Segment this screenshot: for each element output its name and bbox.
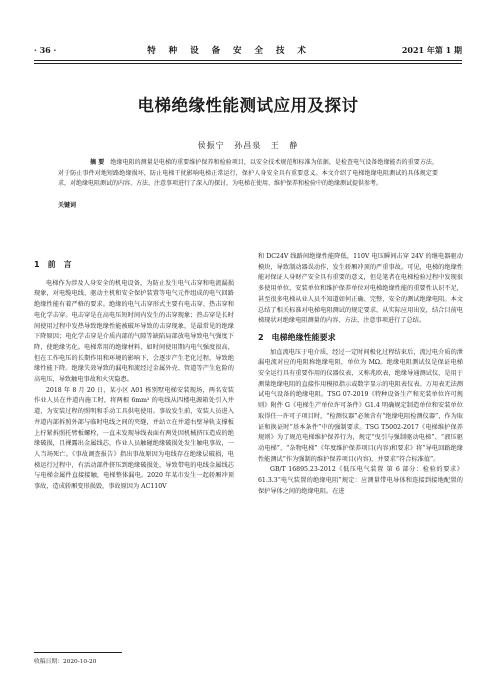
right-column: [258, 252, 463, 497]
page-number: · 36 ·: [34, 45, 57, 55]
footnote-rule: [34, 652, 122, 653]
received-date-footnote: 收稿日期：2020-10-20: [34, 659, 97, 665]
article-title: 电梯绝缘性能测试应用及探讨: [137, 96, 359, 115]
keywords-label: 关键词: [58, 202, 77, 209]
article-authors: 侯振宁 孙昌泉 王 静: [197, 141, 299, 150]
body-paragraph: 加直流电压于电介质，经过一定时间极化过程结束后，流过电介质的泄漏电流对应的电阻称绝缘电阻，单位为 MΩ。绝缘电阻测试仪是保证电梯安全运行具有重要作用的仪器仪表，又称兆欧表，绝缘导通测试仪，是用于测量绝缘电阻的直接作用模拟指示或数字显示的电阻表仪表。万用表无法测试电气设备的绝缘电阻。TSG 07-2019《特种设备生产和充装单位许可规则》附件 G《电梯生产单位许可条件》G1.4 明确规定制造单位和安装单位取得任一许可子项目时，“检测仪器”必须含有“绝缘电阻检测仪器”，作为取证和换证时“基本条件”中的强制要求。TSG T5002-2017《电梯维护保养规则》为了规范电梯维护保养行为，规定“曳引与强制驱动电梯”、“液压驱动电梯”、“杂物电梯”《年度维护保养项目(内容)和要求》将“导电回路绝缘性能测试”作为强制的维护保养项目(内容)，并要求“符合标准值”。: [258, 348, 463, 463]
issue-label: 2021 年第 1 期: [401, 44, 462, 55]
body-paragraph: GB/T 16895.23-2012《低压电气装置 第 6 部分：检验的要求》61.3.3“电气装置的绝缘电阻”规定：应测量带电导体和连接到接地配置的保护导体之间的绝缘电阻。在进: [258, 466, 463, 495]
section-2-heading: 2 电梯绝缘性能要求: [258, 332, 336, 342]
body-paragraph: 电梯作为涉及人身安全的机电设备，为防止发生电气击穿和电流漏损现象，对电缆电线、驱动主机和安全保护装置等电气元件组成的电气回路绝缘性能有着严格的要求。绝缘的电气击穿形式主要有电击穿、热击穿和电化学击穿。电击穿是在高电压短时间内发生的击穿现象；热击穿是长时间使用过程中发热导致绝缘性能被破坏导致的击穿现象，是最常见的绝缘下降原因；电化学击穿是介质内部的气隙等缺陷局部放电导致电气强度下降，使绝缘劣化。电梯常用的绝缘材料，如时间使用期内电气强度很高，但在工作电压的长期作用和环境的影响下，会逐步产生老化过程，导致绝缘性能下降。绝缘失效导致的漏电和流经过金属外壳、管道等产生危险的高电压，导致触电事故和火灾隐患。: [34, 279, 234, 384]
abstract: [58, 158, 438, 190]
abstract-text: 绝缘电阻的测量是电梯的重要维护保养和检验项目，以安全技术规范和标准为依据，是检查电气设备绝缘能否的重要方法，对于防止事件对地短路绝缘损坏，防止电梯干扰影响电梯正常运行，保护人身安全具有重要意义。本文介绍了电梯绝缘电阻测试的具体规定要求，对绝缘电阻测试的内容、方法、注意事项进行了深入的探讨，为电梯在使用、维护保养和检验中的绝缘测试提供参考。: [58, 159, 438, 188]
abstract-label: 摘 要: [90, 159, 105, 166]
journal-name: 特 种 设 备 安 全 技 术: [147, 46, 311, 56]
header-rule-thick: [34, 60, 462, 61]
section-1-heading: 1 前 言: [34, 260, 72, 269]
body-paragraph-continued: 和 DC24V 线路间绝缘性能降低，110V 电压瞬间击穿 24V 的继电器驱动模块，导致制动器误动作，发生轿厢冲顶的严重事故。可见，电梯的绝缘性能对保证人身财产安全具有重要的意义，但是笔者在电梯检验过程中发现很多使用单位、安装单位和维护保养单位对电梯绝缘性能的重要性认识不足，甚至很多电梯从业人员不知道如何正确、完整、安全的测试绝缘电阻。本文总结了相关标准对电梯电阻测试的规定要求，从实际应用出发，结合目前电梯现状对绝缘电阻测量的内容、方法、注意事项进行了总结。: [258, 253, 463, 325]
left-column: [34, 260, 234, 493]
header-rule-thin: [34, 63, 462, 64]
body-paragraph: 2018 年 8 月 20 日，某小区 A01 栋别墅电梯安装现场，两名安装作业人员在井道内施工时，将两根 6mm² 的电线从四楼电源箱处引入井道，为安装过程的照明和手动工具供电使用。事故发生前，安装人员进入井道内部拆照外部与临时电线之间的夹缝，并站立在井道右壁导轨支撑板上拧紧拆照托臂板螺栓，一直未发现导线表面有两处因机械挤压造成的绝缘破损，且裸露出金属线芯，作业人员触碰绝缘破损处发生触电事故，一人当场死亡。《事故调查报告》指出事故原因为电线存在绝缘层破损，电梯运行过程中，有活动部件挤压到绝缘破损处，导致带电的电线金属线芯与电梯金属件直接接触，电梯整体漏电。2020 年某市发生一起轿厢冲顶事故，造成轿厢变形损毁，事故原因为 AC110V: [34, 386, 234, 491]
running-header: [34, 42, 462, 58]
